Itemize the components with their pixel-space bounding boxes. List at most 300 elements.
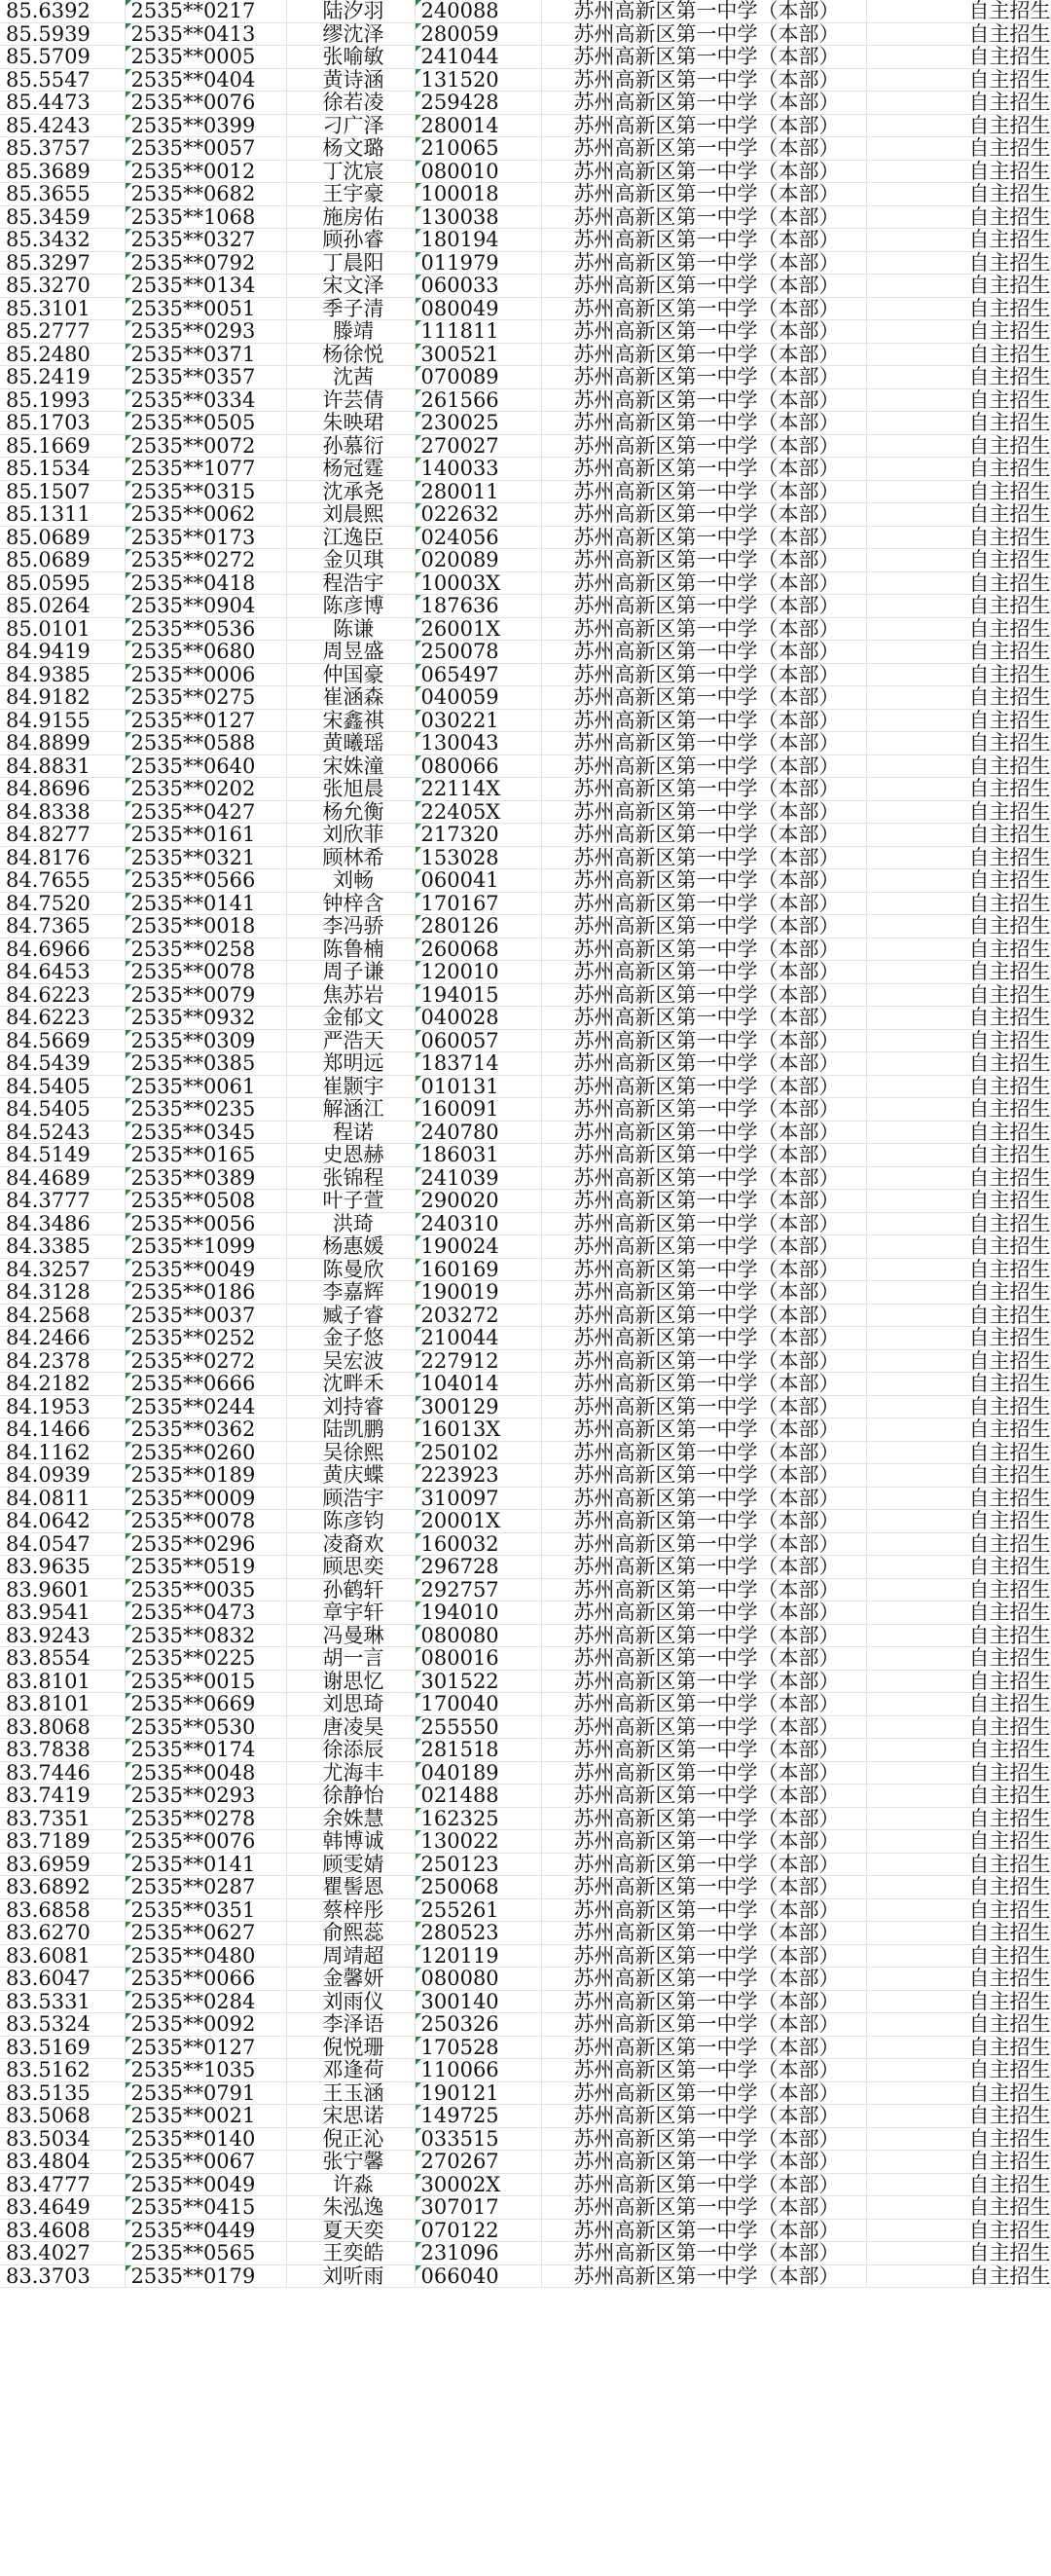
table-row[interactable] [0, 800, 1051, 824]
exam-number-cell[interactable]: 2535**0399 [125, 114, 286, 137]
table-row[interactable] [0, 92, 1051, 115]
score-cell[interactable]: 84.3128 [0, 1281, 125, 1305]
student-name-cell[interactable]: 顾思奕 [286, 1556, 415, 1579]
table-row[interactable] [0, 1876, 1051, 1899]
score-cell[interactable]: 84.7655 [0, 869, 125, 893]
exam-number-cell[interactable]: 2535**0296 [125, 1532, 286, 1556]
student-name-cell[interactable]: 刘思琦 [286, 1693, 415, 1716]
exam-number-cell[interactable]: 2535**0413 [125, 22, 286, 46]
school-cell[interactable]: 苏州高新区第一中学（本部） [541, 1052, 866, 1076]
student-name-cell[interactable]: 吴徐熙 [286, 1441, 415, 1464]
score-cell[interactable]: 83.5331 [0, 1990, 125, 2013]
student-name-cell[interactable]: 刘持睿 [286, 1395, 415, 1418]
admission-type-cell[interactable]: 自主招生 [866, 1647, 1051, 1671]
table-row[interactable] [0, 1853, 1051, 1876]
score-cell[interactable]: 83.4027 [0, 2242, 125, 2265]
score-cell[interactable]: 84.2378 [0, 1349, 125, 1373]
table-row[interactable] [0, 2242, 1051, 2265]
table-row[interactable] [0, 686, 1051, 710]
exam-number-cell[interactable]: 2535**0404 [125, 68, 286, 92]
student-name-cell[interactable]: 宋文泽 [286, 275, 415, 298]
student-name-cell[interactable]: 刘畅 [286, 869, 415, 893]
school-cell[interactable]: 苏州高新区第一中学（本部） [541, 1304, 866, 1327]
id-code-cell[interactable]: 070089 [415, 366, 541, 389]
student-name-cell[interactable]: 沈茜 [286, 366, 415, 389]
admission-type-cell[interactable]: 自主招生 [866, 754, 1051, 778]
id-code-cell[interactable]: 149725 [415, 2105, 541, 2128]
admission-type-cell[interactable]: 自主招生 [866, 92, 1051, 115]
id-code-cell[interactable]: 22114X [415, 778, 541, 801]
id-code-cell[interactable]: 183714 [415, 1052, 541, 1076]
table-row[interactable] [0, 388, 1051, 412]
table-row[interactable] [0, 2105, 1051, 2128]
admission-type-cell[interactable]: 自主招生 [866, 1441, 1051, 1464]
student-name-cell[interactable]: 宋姝潼 [286, 754, 415, 778]
id-code-cell[interactable]: 231096 [415, 2242, 541, 2265]
exam-number-cell[interactable]: 2535**0021 [125, 2105, 286, 2128]
id-code-cell[interactable]: 217320 [415, 824, 541, 847]
table-row[interactable] [0, 2264, 1051, 2288]
student-name-cell[interactable]: 张宁馨 [286, 2151, 415, 2174]
exam-number-cell[interactable]: 2535**0174 [125, 1739, 286, 1762]
school-cell[interactable]: 苏州高新区第一中学（本部） [541, 1441, 866, 1464]
exam-number-cell[interactable]: 2535**0272 [125, 1349, 286, 1373]
exam-number-cell[interactable]: 2535**0449 [125, 2219, 286, 2242]
score-cell[interactable]: 84.0939 [0, 1464, 125, 1488]
table-row[interactable] [0, 1327, 1051, 1350]
exam-number-cell[interactable]: 2535**0565 [125, 2242, 286, 2265]
school-cell[interactable]: 苏州高新区第一中学（本部） [541, 1624, 866, 1647]
admission-type-cell[interactable]: 自主招生 [866, 1373, 1051, 1396]
table-row[interactable] [0, 732, 1051, 755]
score-cell[interactable]: 83.8101 [0, 1670, 125, 1693]
score-cell[interactable]: 84.1162 [0, 1441, 125, 1464]
table-row[interactable] [0, 275, 1051, 298]
table-row[interactable] [0, 549, 1051, 572]
table-row[interactable] [0, 754, 1051, 778]
score-cell[interactable]: 85.4243 [0, 114, 125, 137]
score-cell[interactable]: 84.7520 [0, 892, 125, 915]
id-code-cell[interactable]: 241044 [415, 46, 541, 69]
score-cell[interactable]: 85.0101 [0, 617, 125, 641]
school-cell[interactable]: 苏州高新区第一中学（本部） [541, 205, 866, 229]
school-cell[interactable]: 苏州高新区第一中学（本部） [541, 1098, 866, 1122]
score-cell[interactable]: 84.8696 [0, 778, 125, 801]
score-cell[interactable]: 83.5034 [0, 2127, 125, 2151]
id-code-cell[interactable]: 080016 [415, 1647, 541, 1671]
table-row[interactable] [0, 1235, 1051, 1259]
score-cell[interactable]: 85.6392 [0, 0, 125, 22]
student-name-cell[interactable]: 朱泓逸 [286, 2196, 415, 2220]
school-cell[interactable]: 苏州高新区第一中学（本部） [541, 2196, 866, 2220]
id-code-cell[interactable]: 160091 [415, 1098, 541, 1122]
school-cell[interactable]: 苏州高新区第一中学（本部） [541, 388, 866, 412]
student-name-cell[interactable]: 丁沈宸 [286, 160, 415, 183]
student-name-cell[interactable]: 尤海丰 [286, 1761, 415, 1785]
exam-number-cell[interactable]: 2535**0792 [125, 251, 286, 275]
id-code-cell[interactable]: 180194 [415, 229, 541, 252]
table-row[interactable] [0, 571, 1051, 595]
score-cell[interactable]: 83.5162 [0, 2059, 125, 2082]
exam-number-cell[interactable]: 2535**0049 [125, 2173, 286, 2196]
table-row[interactable] [0, 0, 1051, 22]
id-code-cell[interactable]: 080049 [415, 297, 541, 320]
school-cell[interactable]: 苏州高新区第一中学（本部） [541, 1693, 866, 1716]
school-cell[interactable]: 苏州高新区第一中学（本部） [541, 1853, 866, 1876]
id-code-cell[interactable]: 190024 [415, 1235, 541, 1259]
id-code-cell[interactable]: 280126 [415, 915, 541, 938]
admission-type-cell[interactable]: 自主招生 [866, 961, 1051, 984]
school-cell[interactable]: 苏州高新区第一中学（本部） [541, 2242, 866, 2265]
admission-type-cell[interactable]: 自主招生 [866, 2013, 1051, 2037]
school-cell[interactable]: 苏州高新区第一中学（本部） [541, 412, 866, 435]
student-name-cell[interactable]: 滕靖 [286, 320, 415, 344]
exam-number-cell[interactable]: 2535**0566 [125, 869, 286, 893]
exam-number-cell[interactable]: 2535**0666 [125, 1373, 286, 1396]
table-row[interactable] [0, 2196, 1051, 2220]
student-name-cell[interactable]: 俞熙蕊 [286, 1922, 415, 1945]
id-code-cell[interactable]: 010131 [415, 1075, 541, 1098]
admission-type-cell[interactable]: 自主招生 [866, 1761, 1051, 1785]
score-cell[interactable]: 85.0595 [0, 571, 125, 595]
score-cell[interactable]: 84.5243 [0, 1121, 125, 1144]
score-cell[interactable]: 85.1669 [0, 434, 125, 458]
admission-type-cell[interactable]: 自主招生 [866, 1258, 1051, 1281]
exam-number-cell[interactable]: 2535**0076 [125, 1830, 286, 1854]
school-cell[interactable]: 苏州高新区第一中学（本部） [541, 297, 866, 320]
student-name-cell[interactable]: 韩博诚 [286, 1830, 415, 1854]
score-cell[interactable]: 85.0689 [0, 526, 125, 549]
table-row[interactable] [0, 915, 1051, 938]
exam-number-cell[interactable]: 2535**0079 [125, 983, 286, 1007]
admission-type-cell[interactable]: 自主招生 [866, 1739, 1051, 1762]
score-cell[interactable]: 84.0811 [0, 1487, 125, 1510]
table-row[interactable] [0, 1007, 1051, 1030]
score-cell[interactable]: 83.9541 [0, 1601, 125, 1625]
admission-type-cell[interactable]: 自主招生 [866, 137, 1051, 161]
school-cell[interactable]: 苏州高新区第一中学（本部） [541, 961, 866, 984]
table-row[interactable] [0, 938, 1051, 961]
student-name-cell[interactable]: 徐若凌 [286, 92, 415, 115]
student-name-cell[interactable]: 刘听雨 [286, 2264, 415, 2288]
table-row[interactable] [0, 1052, 1051, 1076]
school-cell[interactable]: 苏州高新区第一中学（本部） [541, 526, 866, 549]
score-cell[interactable]: 84.6223 [0, 983, 125, 1007]
exam-number-cell[interactable]: 2535**0062 [125, 503, 286, 527]
school-cell[interactable]: 苏州高新区第一中学（本部） [541, 434, 866, 458]
exam-number-cell[interactable]: 2535**0179 [125, 2264, 286, 2288]
score-cell[interactable]: 85.1703 [0, 412, 125, 435]
student-name-cell[interactable]: 夏天奕 [286, 2219, 415, 2242]
school-cell[interactable]: 苏州高新区第一中学（本部） [541, 892, 866, 915]
school-cell[interactable]: 苏州高新区第一中学（本部） [541, 824, 866, 847]
score-cell[interactable]: 84.2568 [0, 1304, 125, 1327]
score-cell[interactable]: 83.6081 [0, 1944, 125, 1968]
exam-number-cell[interactable]: 2535**0371 [125, 343, 286, 366]
student-name-cell[interactable]: 钟梓含 [286, 892, 415, 915]
school-cell[interactable]: 苏州高新区第一中学（本部） [541, 1121, 866, 1144]
score-cell[interactable]: 83.7189 [0, 1830, 125, 1854]
admission-type-cell[interactable]: 自主招生 [866, 1876, 1051, 1899]
student-name-cell[interactable]: 金子悠 [286, 1327, 415, 1350]
score-cell[interactable]: 84.5405 [0, 1098, 125, 1122]
score-cell[interactable]: 83.6270 [0, 1922, 125, 1945]
table-row[interactable] [0, 1464, 1051, 1488]
school-cell[interactable]: 苏州高新区第一中学（本部） [541, 1739, 866, 1762]
table-row[interactable] [0, 1922, 1051, 1945]
student-name-cell[interactable]: 许芸倩 [286, 388, 415, 412]
admission-type-cell[interactable]: 自主招生 [866, 183, 1051, 206]
id-code-cell[interactable]: 20001X [415, 1510, 541, 1533]
exam-number-cell[interactable]: 2535**0427 [125, 800, 286, 824]
admission-type-cell[interactable]: 自主招生 [866, 229, 1051, 252]
score-cell[interactable]: 84.8831 [0, 754, 125, 778]
student-name-cell[interactable]: 陆汐羽 [286, 0, 415, 22]
exam-number-cell[interactable]: 2535**0141 [125, 892, 286, 915]
exam-number-cell[interactable]: 2535**0389 [125, 1166, 286, 1190]
admission-type-cell[interactable]: 自主招生 [866, 1304, 1051, 1327]
student-name-cell[interactable]: 杨冠霆 [286, 458, 415, 481]
school-cell[interactable]: 苏州高新区第一中学（本部） [541, 1029, 866, 1052]
student-name-cell[interactable]: 章宇轩 [286, 1601, 415, 1625]
student-name-cell[interactable]: 刘晨熙 [286, 503, 415, 527]
score-cell[interactable]: 83.7419 [0, 1785, 125, 1808]
exam-number-cell[interactable]: 2535**0258 [125, 938, 286, 961]
school-cell[interactable]: 苏州高新区第一中学（本部） [541, 503, 866, 527]
score-cell[interactable]: 83.5169 [0, 2036, 125, 2059]
admission-type-cell[interactable]: 自主招生 [866, 388, 1051, 412]
school-cell[interactable]: 苏州高新区第一中学（本部） [541, 571, 866, 595]
school-cell[interactable]: 苏州高新区第一中学（本部） [541, 22, 866, 46]
id-code-cell[interactable]: 162325 [415, 1807, 541, 1830]
id-code-cell[interactable]: 186031 [415, 1144, 541, 1167]
exam-number-cell[interactable]: 2535**0275 [125, 686, 286, 710]
id-code-cell[interactable]: 290020 [415, 1190, 541, 1213]
id-code-cell[interactable]: 080010 [415, 160, 541, 183]
student-name-cell[interactable]: 程浩宇 [286, 571, 415, 595]
school-cell[interactable]: 苏州高新区第一中学（本部） [541, 320, 866, 344]
score-cell[interactable]: 83.8101 [0, 1693, 125, 1716]
admission-type-cell[interactable]: 自主招生 [866, 1578, 1051, 1601]
student-name-cell[interactable]: 李冯骄 [286, 915, 415, 938]
school-cell[interactable]: 苏州高新区第一中学（本部） [541, 686, 866, 710]
school-cell[interactable]: 苏州高新区第一中学（本部） [541, 2151, 866, 2174]
admission-type-cell[interactable]: 自主招生 [866, 2105, 1051, 2128]
admission-type-cell[interactable]: 自主招生 [866, 1601, 1051, 1625]
student-name-cell[interactable]: 孙鹤轩 [286, 1578, 415, 1601]
score-cell[interactable]: 83.4608 [0, 2219, 125, 2242]
school-cell[interactable]: 苏州高新区第一中学（本部） [541, 1144, 866, 1167]
admission-type-cell[interactable]: 自主招生 [866, 983, 1051, 1007]
admission-type-cell[interactable]: 自主招生 [866, 434, 1051, 458]
table-row[interactable] [0, 1693, 1051, 1716]
school-cell[interactable]: 苏州高新区第一中学（本部） [541, 800, 866, 824]
table-row[interactable] [0, 1624, 1051, 1647]
id-code-cell[interactable]: 250078 [415, 641, 541, 664]
exam-number-cell[interactable]: 2535**0165 [125, 1144, 286, 1167]
exam-number-cell[interactable]: 2535**0078 [125, 1510, 286, 1533]
id-code-cell[interactable]: 022632 [415, 503, 541, 527]
admission-type-cell[interactable]: 自主招生 [866, 549, 1051, 572]
exam-number-cell[interactable]: 2535**0588 [125, 732, 286, 755]
admission-type-cell[interactable]: 自主招生 [866, 1693, 1051, 1716]
id-code-cell[interactable]: 160169 [415, 1258, 541, 1281]
table-row[interactable] [0, 434, 1051, 458]
score-cell[interactable]: 84.6966 [0, 938, 125, 961]
score-cell[interactable]: 83.6858 [0, 1898, 125, 1922]
table-row[interactable] [0, 458, 1051, 481]
table-row[interactable] [0, 68, 1051, 92]
exam-number-cell[interactable]: 2535**0362 [125, 1418, 286, 1442]
table-row[interactable] [0, 2127, 1051, 2151]
table-row[interactable] [0, 709, 1051, 732]
exam-number-cell[interactable]: 2535**0035 [125, 1578, 286, 1601]
admission-type-cell[interactable]: 自主招生 [866, 1922, 1051, 1945]
exam-number-cell[interactable]: 2535**0473 [125, 1601, 286, 1625]
exam-number-cell[interactable]: 2535**1077 [125, 458, 286, 481]
admission-type-cell[interactable]: 自主招生 [866, 1464, 1051, 1488]
id-code-cell[interactable]: 190019 [415, 1281, 541, 1305]
admission-type-cell[interactable]: 自主招生 [866, 1166, 1051, 1190]
score-cell[interactable]: 85.3101 [0, 297, 125, 320]
table-row[interactable] [0, 1098, 1051, 1122]
exam-number-cell[interactable]: 2535**0351 [125, 1898, 286, 1922]
exam-number-cell[interactable]: 2535**0006 [125, 663, 286, 686]
admission-type-cell[interactable]: 自主招生 [866, 366, 1051, 389]
score-cell[interactable]: 85.1534 [0, 458, 125, 481]
id-code-cell[interactable]: 300521 [415, 343, 541, 366]
student-name-cell[interactable]: 王玉涵 [286, 2081, 415, 2105]
exam-number-cell[interactable]: 2535**0505 [125, 412, 286, 435]
exam-number-cell[interactable]: 2535**0627 [125, 1922, 286, 1945]
student-name-cell[interactable]: 陈谦 [286, 617, 415, 641]
id-code-cell[interactable]: 040189 [415, 1761, 541, 1785]
score-cell[interactable]: 85.3270 [0, 275, 125, 298]
student-name-cell[interactable]: 陈曼欣 [286, 1258, 415, 1281]
id-code-cell[interactable]: 16013X [415, 1418, 541, 1442]
student-name-cell[interactable]: 陈彦钧 [286, 1510, 415, 1533]
id-code-cell[interactable]: 024056 [415, 526, 541, 549]
score-cell[interactable]: 84.7365 [0, 915, 125, 938]
exam-number-cell[interactable]: 2535**0057 [125, 137, 286, 161]
id-code-cell[interactable]: 223923 [415, 1464, 541, 1488]
id-code-cell[interactable]: 130043 [415, 732, 541, 755]
score-cell[interactable]: 85.2419 [0, 366, 125, 389]
student-name-cell[interactable]: 顾浩宇 [286, 1487, 415, 1510]
table-row[interactable] [0, 160, 1051, 183]
school-cell[interactable]: 苏州高新区第一中学（本部） [541, 1556, 866, 1579]
student-name-cell[interactable]: 季子清 [286, 297, 415, 320]
score-cell[interactable]: 84.2182 [0, 1373, 125, 1396]
exam-number-cell[interactable]: 2535**0415 [125, 2196, 286, 2220]
table-row[interactable] [0, 1761, 1051, 1785]
id-code-cell[interactable]: 130022 [415, 1830, 541, 1854]
school-cell[interactable]: 苏州高新区第一中学（本部） [541, 2264, 866, 2288]
student-name-cell[interactable]: 臧子睿 [286, 1304, 415, 1327]
table-row[interactable] [0, 343, 1051, 366]
exam-number-cell[interactable]: 2535**0056 [125, 1212, 286, 1235]
id-code-cell[interactable]: 111811 [415, 320, 541, 344]
student-name-cell[interactable]: 缪沈泽 [286, 22, 415, 46]
table-row[interactable] [0, 137, 1051, 161]
school-cell[interactable]: 苏州高新区第一中学（本部） [541, 732, 866, 755]
admission-type-cell[interactable]: 自主招生 [866, 114, 1051, 137]
id-code-cell[interactable]: 020089 [415, 549, 541, 572]
table-row[interactable] [0, 1190, 1051, 1213]
table-row[interactable] [0, 1647, 1051, 1671]
admission-type-cell[interactable]: 自主招生 [866, 1281, 1051, 1305]
school-cell[interactable]: 苏州高新区第一中学（本部） [541, 366, 866, 389]
score-cell[interactable]: 83.7446 [0, 1761, 125, 1785]
table-row[interactable] [0, 846, 1051, 869]
student-name-cell[interactable]: 陈彦博 [286, 595, 415, 618]
student-name-cell[interactable]: 郑明远 [286, 1052, 415, 1076]
exam-number-cell[interactable]: 2535**0217 [125, 0, 286, 22]
table-row[interactable] [0, 1830, 1051, 1854]
table-row[interactable] [0, 2151, 1051, 2174]
table-row[interactable] [0, 297, 1051, 320]
id-code-cell[interactable]: 270267 [415, 2151, 541, 2174]
school-cell[interactable]: 苏州高新区第一中学（本部） [541, 2013, 866, 2037]
exam-number-cell[interactable]: 2535**0508 [125, 1190, 286, 1213]
table-row[interactable] [0, 983, 1051, 1007]
table-row[interactable] [0, 641, 1051, 664]
school-cell[interactable]: 苏州高新区第一中学（本部） [541, 480, 866, 503]
table-row[interactable] [0, 1121, 1051, 1144]
id-code-cell[interactable]: 021488 [415, 1785, 541, 1808]
exam-number-cell[interactable]: 2535**0669 [125, 1693, 286, 1716]
table-row[interactable] [0, 412, 1051, 435]
school-cell[interactable]: 苏州高新区第一中学（本部） [541, 2219, 866, 2242]
exam-number-cell[interactable]: 2535**0186 [125, 1281, 286, 1305]
table-row[interactable] [0, 824, 1051, 847]
student-name-cell[interactable]: 邓逢荷 [286, 2059, 415, 2082]
table-row[interactable] [0, 503, 1051, 527]
school-cell[interactable]: 苏州高新区第一中学（本部） [541, 2173, 866, 2196]
exam-number-cell[interactable]: 2535**0309 [125, 1029, 286, 1052]
table-row[interactable] [0, 1349, 1051, 1373]
school-cell[interactable]: 苏州高新区第一中学（本部） [541, 1395, 866, 1418]
school-cell[interactable]: 苏州高新区第一中学（本部） [541, 846, 866, 869]
admission-type-cell[interactable]: 自主招生 [866, 46, 1051, 69]
school-cell[interactable]: 苏州高新区第一中学（本部） [541, 92, 866, 115]
admission-type-cell[interactable]: 自主招生 [866, 1968, 1051, 1991]
student-name-cell[interactable]: 许淼 [286, 2173, 415, 2196]
exam-number-cell[interactable]: 2535**0049 [125, 1258, 286, 1281]
id-code-cell[interactable]: 26001X [415, 617, 541, 641]
exam-number-cell[interactable]: 2535**0334 [125, 388, 286, 412]
exam-number-cell[interactable]: 2535**0061 [125, 1075, 286, 1098]
admission-type-cell[interactable]: 自主招生 [866, 251, 1051, 275]
id-code-cell[interactable]: 131520 [415, 68, 541, 92]
exam-number-cell[interactable]: 2535**0345 [125, 1121, 286, 1144]
admission-type-cell[interactable]: 自主招生 [866, 1853, 1051, 1876]
exam-number-cell[interactable]: 2535**0272 [125, 549, 286, 572]
admission-type-cell[interactable]: 自主招生 [866, 160, 1051, 183]
table-row[interactable] [0, 1532, 1051, 1556]
school-cell[interactable]: 苏州高新区第一中学（本部） [541, 2059, 866, 2082]
exam-number-cell[interactable]: 2535**0235 [125, 1098, 286, 1122]
table-row[interactable] [0, 778, 1051, 801]
student-name-cell[interactable]: 唐凌昊 [286, 1715, 415, 1739]
score-cell[interactable]: 83.7838 [0, 1739, 125, 1762]
student-name-cell[interactable]: 陆凯鹏 [286, 1418, 415, 1442]
exam-number-cell[interactable]: 2535**0293 [125, 320, 286, 344]
student-name-cell[interactable]: 程诺 [286, 1121, 415, 1144]
exam-number-cell[interactable]: 2535**0519 [125, 1556, 286, 1579]
score-cell[interactable]: 85.1993 [0, 388, 125, 412]
id-code-cell[interactable]: 060057 [415, 1029, 541, 1052]
